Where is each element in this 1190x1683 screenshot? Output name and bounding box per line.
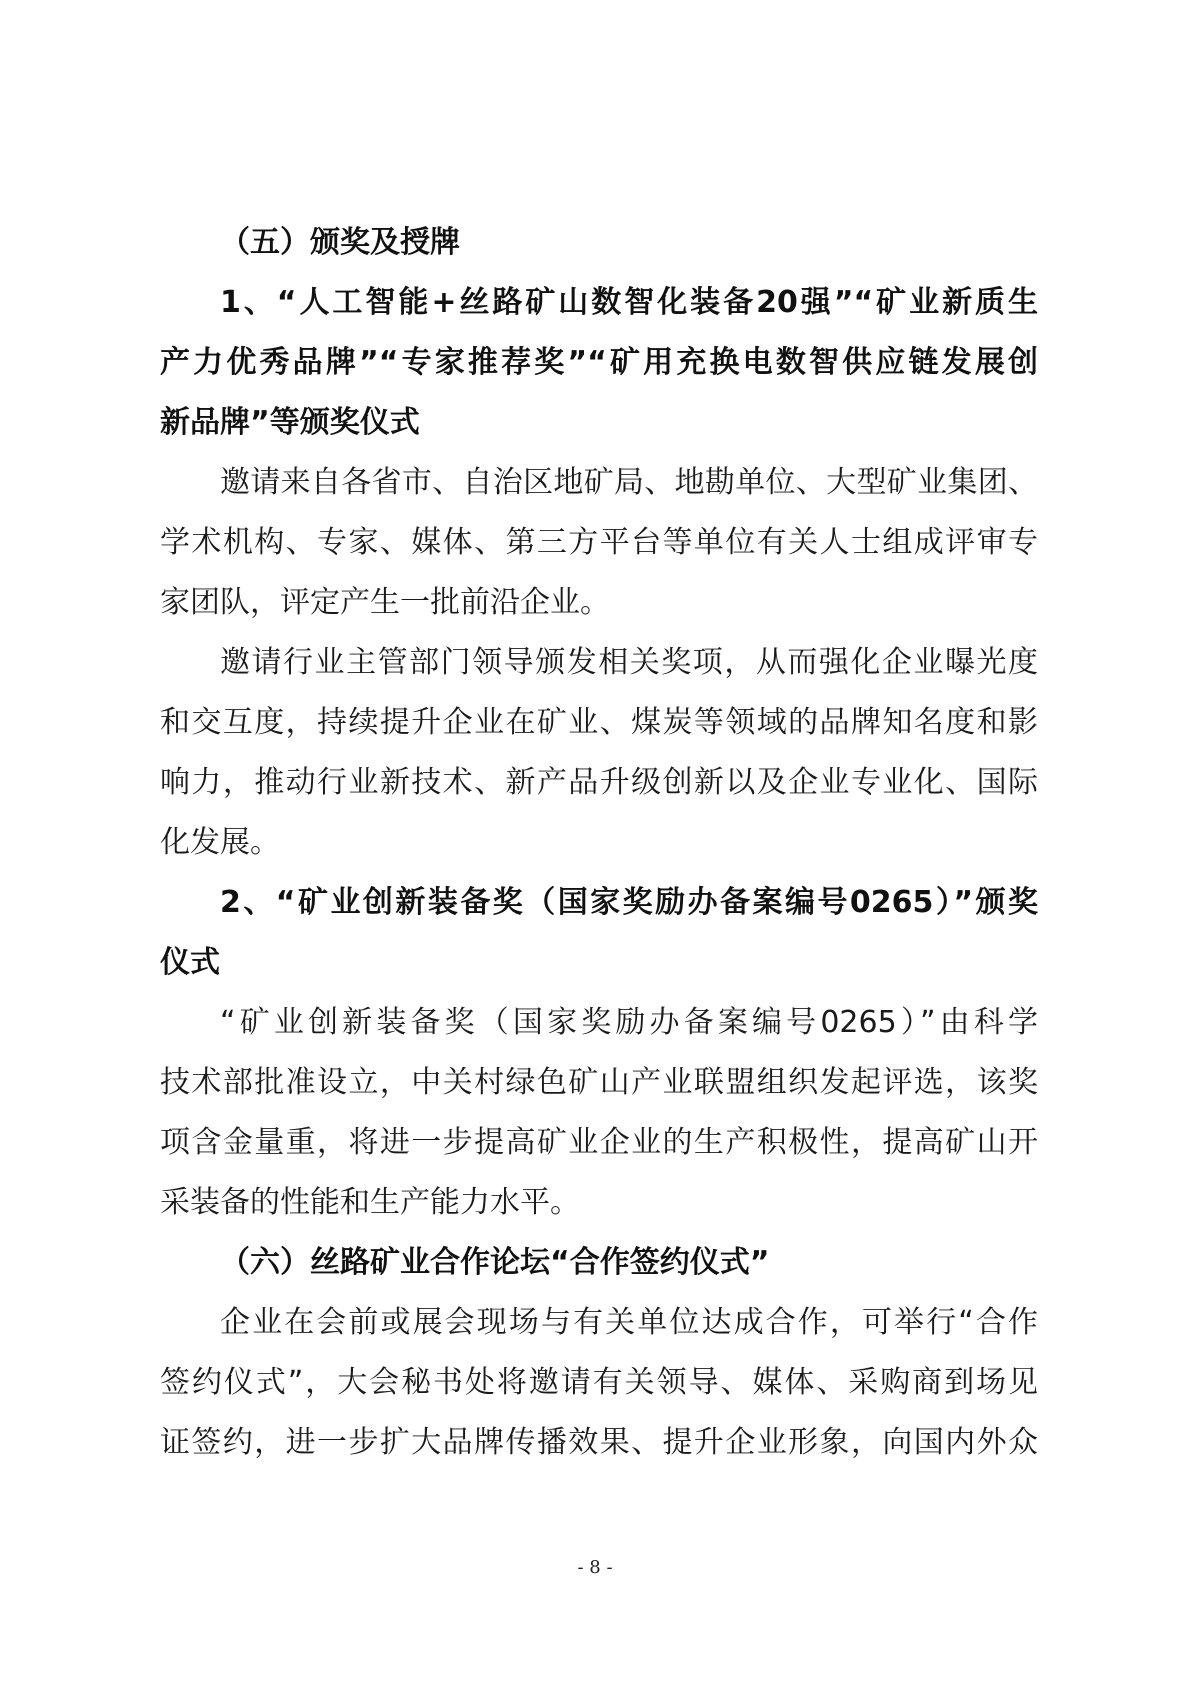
paragraph-line: 企业在会前或展会现场与有关单位达成合作，可举行“合作 xyxy=(220,1305,1038,1340)
paragraph-line: 响力，推动行业新技术、新产品升级创新以及企业专业化、国际 xyxy=(160,765,1038,800)
paragraph-line: 学术机构、专家、媒体、第三方平台等单位有关人士组成评审专 xyxy=(160,525,1038,560)
paragraph-line: 项含金量重，将进一步提高矿业企业的生产积极性，提高矿山开 xyxy=(160,1125,1038,1160)
heading-line: （六）丝路矿业合作论坛“合作签约仪式” xyxy=(220,1245,770,1280)
paragraph-line: “矿业创新装备奖（国家奖励办备案编号0265）”由科学 xyxy=(220,1005,1038,1040)
paragraph-line: 邀请行业主管部门领导颁发相关奖项，从而强化企业曝光度 xyxy=(220,645,1038,680)
heading-line: 新品牌”等颁奖仪式 xyxy=(160,405,420,440)
paragraph-line: 家团队，评定产生一批前沿企业。 xyxy=(160,585,610,620)
page-number: - 8 - xyxy=(577,1557,613,1578)
heading-line: 2、“矿业创新装备奖（国家奖励办备案编号0265）”颁奖 xyxy=(220,885,1038,920)
paragraph-line: 技术部批准设立，中关村绿色矿山产业联盟组织发起评选，该奖 xyxy=(160,1065,1038,1100)
heading-line: 1、“人工智能+丝路矿山数智化装备20强”“矿业新质生 xyxy=(220,285,1038,320)
paragraph-line: 化发展。 xyxy=(160,825,280,860)
heading-line: 仪式 xyxy=(160,945,220,980)
paragraph-line: 和交互度，持续提升企业在矿业、煤炭等领域的品牌知名度和影 xyxy=(160,705,1038,740)
paragraph-line: 签约仪式”，大会秘书处将邀请有关领导、媒体、采购商到场见 xyxy=(160,1365,1038,1400)
paragraph-line: 采装备的性能和生产能力水平。 xyxy=(160,1185,580,1220)
paragraph-line: 邀请来自各省市、自治区地矿局、地勘单位、大型矿业集团、 xyxy=(220,465,1038,500)
heading-line: 产力优秀品牌”“专家推荐奖”“矿用充换电数智供应链发展创 xyxy=(160,345,1038,380)
document-body xyxy=(160,213,1038,1473)
heading-line: （五）颁奖及授牌 xyxy=(220,225,460,260)
paragraph-line: 证签约，进一步扩大品牌传播效果、提升企业形象，向国内外众 xyxy=(160,1425,1038,1460)
